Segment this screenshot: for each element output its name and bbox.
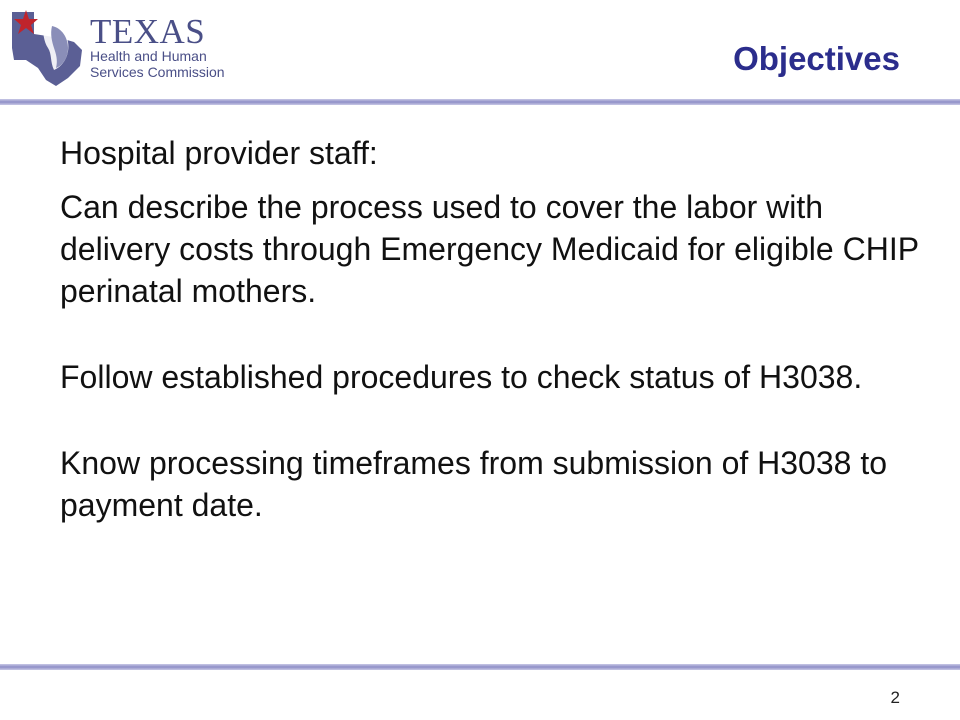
footer-divider [0, 664, 960, 670]
slide-title: Objectives [733, 40, 900, 77]
objective-item: Follow established procedures to check status of H3038. [60, 359, 863, 395]
intro-text: Hospital provider staff: [60, 135, 378, 171]
page-number: 2 [890, 688, 900, 707]
logo-wordmark: TEXAS [90, 12, 206, 51]
objective-item: Can describe the process used to cover the labor with delivery costs through Emergency Medicaid for eligible CHIP perinatal mothers. [60, 189, 919, 309]
header-divider [0, 99, 960, 105]
objective-item: Know processing timeframes from submission of H3038 to payment date. [60, 445, 888, 523]
hhsc-logo [8, 8, 238, 90]
slide-body [60, 132, 920, 526]
texas-state-silhouette-icon [8, 8, 92, 88]
logo-subtitle-line2: Services Commission [90, 64, 225, 80]
logo-subtitle-line1: Health and Human [90, 48, 207, 64]
